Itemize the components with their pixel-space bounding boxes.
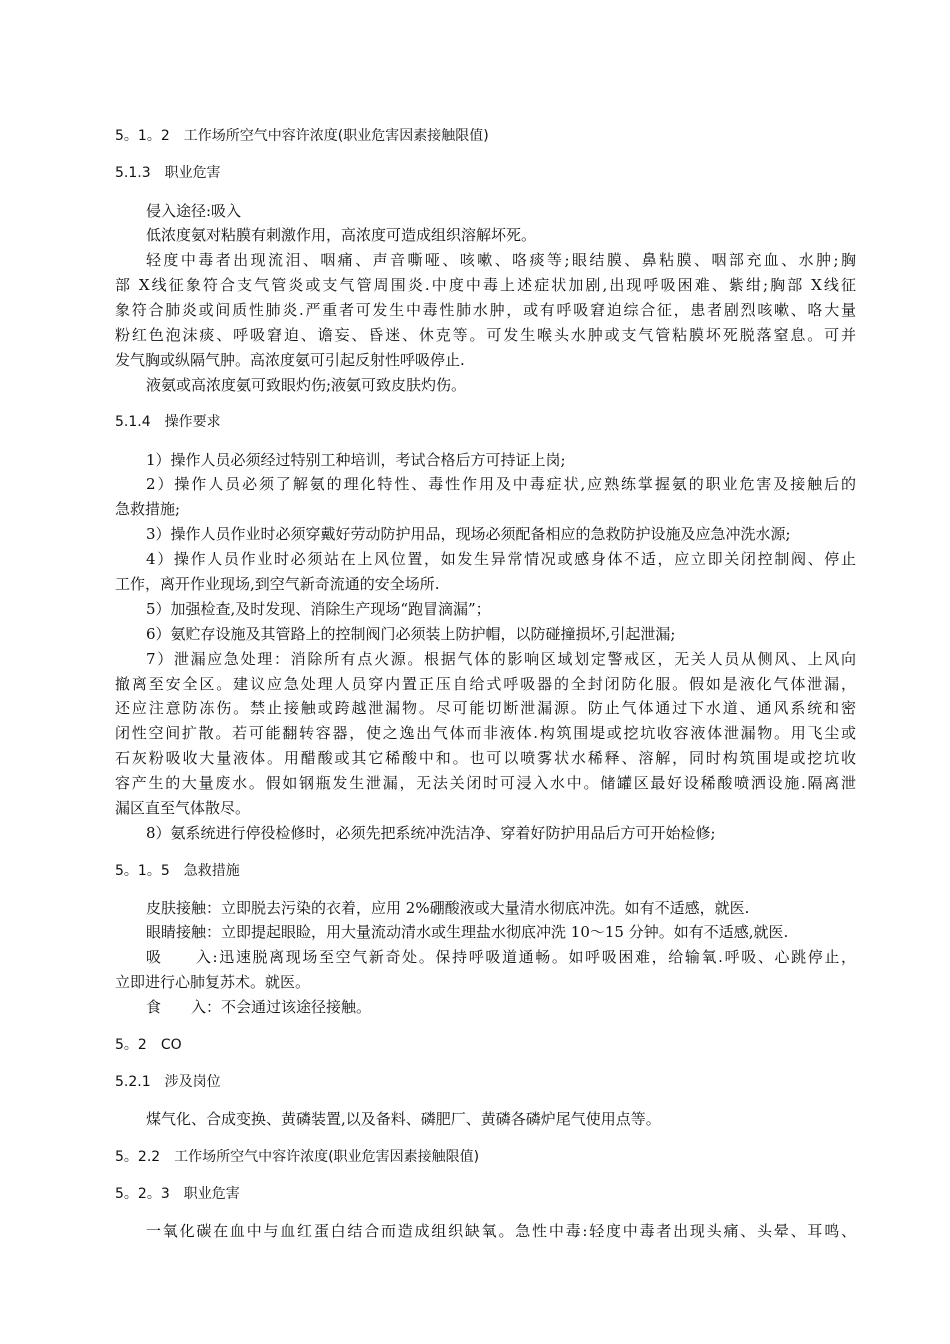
list-item-line: 石灰粉吸收大量液体。用醋酸或其它稀酸中和。也可以喷雾状水稀释、溶解，同时构筑围堤或挖坑收 xyxy=(115,749,856,767)
section-title: 职业危害 xyxy=(183,1186,240,1202)
paragraph-line: 部 X线征象符合支气管炎或支气管周围炎.中度中毒上述症状加剧,出现呼吸困难、紫绀;胸部 X线征 xyxy=(115,276,856,294)
section-heading-5-2 xyxy=(115,1035,182,1055)
section-number: 5。1。5 xyxy=(115,863,170,879)
paragraph-line: 立即进行心肺复苏术。就医。 xyxy=(115,973,311,991)
section-number: 5。2。3 xyxy=(115,1186,170,1202)
list-item-line: 工作，离开作业现场,到空气新奇流通的安全场所. xyxy=(115,575,440,593)
list-item-line: 容产生的大量废水。假如钢瓶发生泄漏，无法关闭时可浸入水中。储罐区最好设稀酸喷洒设施.隔离泄 xyxy=(115,774,856,792)
paragraph-line: 煤气化、合成变换、黄磷装置,以及备料、磷肥厂、黄磷各磷炉尾气使用点等。 xyxy=(146,1110,661,1128)
section-title: 工作场所空气中容许浓度(职业危害因素接触限值) xyxy=(183,128,489,144)
paragraph-line: 一氧化碳在血中与血红蛋白结合而造成组织缺氧。急性中毒:轻度中毒者出现头痛、头晕、耳鸣、 xyxy=(146,1222,856,1240)
section-title: 急救措施 xyxy=(183,863,240,879)
paragraph-line: 液氨或高浓度氨可致眼灼伤;液氨可致皮肤灼伤。 xyxy=(146,376,467,394)
section-heading-5-2-1 xyxy=(115,1072,221,1092)
section-title: 操作要求 xyxy=(164,414,221,430)
paragraph-line: 侵入途径:吸入 xyxy=(146,202,242,220)
paragraph-line: 发气胸或纵隔气肿。高浓度氨可引起反射性呼吸停止. xyxy=(115,351,465,369)
section-heading-5-2-2 xyxy=(115,1147,479,1167)
paragraph-line: 象符合肺炎或间质性肺炎.严重者可发生中毒性肺水肿，或有呼吸窘迫综合征，患者剧烈咳嗽、咯大量 xyxy=(115,301,856,319)
section-heading-5-1-3 xyxy=(115,163,221,183)
paragraph-line: 轻度中毒者出现流泪、咽痛、声音嘶哑、咳嗽、咯痰等;眼结膜、鼻粘膜、咽部充血、水肿;胸 xyxy=(146,251,856,269)
list-item-line: 急救措施; xyxy=(115,500,181,518)
list-item-line: 5）加强检查,及时发现、消除生产现场“跑冒滴漏”； xyxy=(146,600,491,618)
list-item-line: 4）操作人员作业时必须站在上风位置，如发生异常情况或感身体不适，应立即关闭控制阀、停止 xyxy=(146,550,856,568)
paragraph-line: 低浓度氨对粘膜有刺激作用，高浓度可造成组织溶解坏死。 xyxy=(146,226,537,244)
paragraph-line: 皮肤接触：立即脱去污染的衣着，应用 2%硼酸液或大量清水彻底冲洗。如有不适感，就医. xyxy=(146,899,750,917)
list-item-line: 8）氨系统进行停役检修时，必须先把系统冲洗洁净、穿着好防护用品后方可开始检修; xyxy=(146,824,716,842)
section-number: 5.2.1 xyxy=(115,1074,151,1090)
section-title: 涉及岗位 xyxy=(164,1074,221,1090)
section-heading-5-1-2 xyxy=(115,126,489,146)
list-item-line: 撤离至安全区。建议应急处理人员穿内置正压自给式呼吸器的全封闭防化服。假如是液化气体泄漏， xyxy=(115,675,856,693)
paragraph-line: 粉红色泡沫痰、呼吸窘迫、谵妄、昏迷、休克等。可发生喉头水肿或支气管粘膜坏死脱落窒息。可并 xyxy=(115,326,856,344)
section-heading-5-2-3 xyxy=(115,1184,240,1204)
section-number: 5.1.3 xyxy=(115,165,151,181)
section-title: 职业危害 xyxy=(164,165,221,181)
list-item-line: 2）操作人员必须了解氨的理化特性、毒性作用及中毒症状,应熟练掌握氨的职业危害及接触后的 xyxy=(146,475,856,493)
list-item-line: 1）操作人员必须经过特别工种培训，考试合格后方可持证上岗; xyxy=(146,451,566,469)
section-title: 工作场所空气中容许浓度(职业危害因素接触限值) xyxy=(174,1149,480,1165)
list-item-line: 漏区直至气体散尽。 xyxy=(115,799,251,817)
section-number: 5.1.4 xyxy=(115,414,151,430)
section-heading-5-1-4 xyxy=(115,412,221,432)
list-item-line: 6）氨贮存设施及其管路上的控制阀门必须装上防护帽，以防碰撞损坏,引起泄漏; xyxy=(146,625,676,643)
section-number: 5。2.2 xyxy=(115,1149,161,1165)
section-number: 5。2 xyxy=(115,1037,147,1053)
list-item-line: 闭性空间扩散。若可能翻转容器，使之逸出气体而非液体.构筑围堤或挖坑收容液体泄漏物。用飞尘或 xyxy=(115,724,856,742)
section-heading-5-1-5 xyxy=(115,861,240,881)
section-number: 5。1。2 xyxy=(115,128,170,144)
paragraph-line: 吸 入:迅速脱离现场至空气新奇处。保持呼吸道通畅。如呼吸困难，给输氧.呼吸、心跳停止， xyxy=(146,948,856,966)
list-item-line: 还应注意防冻伤。禁止接触或跨越泄漏物。尽可能切断泄漏源。防止气体通过下水道、通风系统和密 xyxy=(115,699,856,717)
paragraph-line: 食 入：不会通过该途径接触。 xyxy=(146,998,372,1016)
list-item-line: 3）操作人员作业时必须穿戴好劳动防护用品，现场必须配备相应的急救防护设施及应急冲洗水源; xyxy=(146,525,791,543)
paragraph-line: 眼睛接触：立即提起眼睑，用大量流动清水或生理盐水彻底冲洗 10～15 分钟。如有不适感,就医. xyxy=(146,923,789,941)
list-item-line: 7）泄漏应急处理：消除所有点火源。根据气体的影响区域划定警戒区，无关人员从侧风、上风向 xyxy=(146,650,856,668)
section-title: CO xyxy=(160,1037,182,1053)
